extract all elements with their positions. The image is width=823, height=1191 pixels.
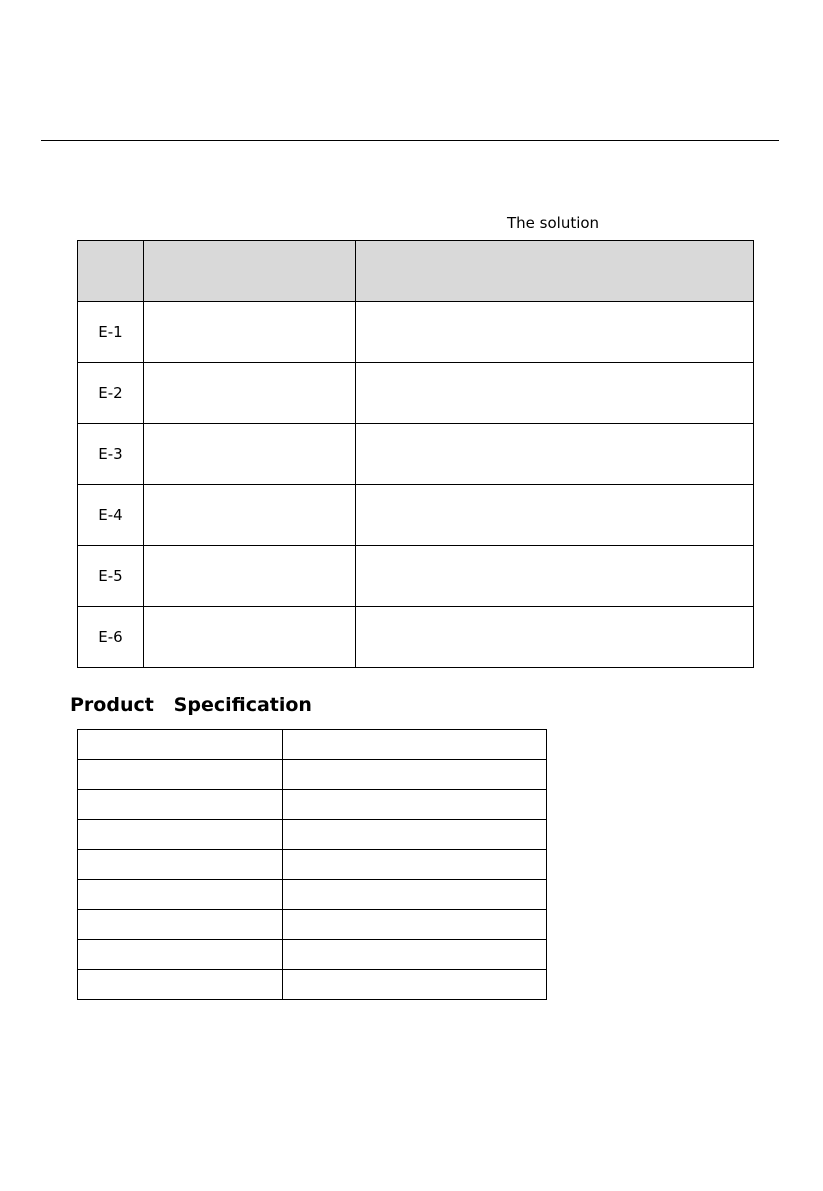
spec-value-cell (283, 940, 547, 970)
product-specification-table (77, 729, 547, 1000)
error-code: E-2 (78, 363, 144, 424)
header-cell-solution (356, 241, 754, 302)
error-code: E-1 (78, 302, 144, 363)
solution-cell (356, 302, 754, 363)
spec-label-cell (78, 820, 283, 850)
product-specification-heading: Product Specification (70, 694, 312, 716)
cause-cell (144, 485, 356, 546)
cause-cell (144, 302, 356, 363)
solution-cell (356, 424, 754, 485)
error-code: E-6 (78, 607, 144, 668)
error-code: E-3 (78, 424, 144, 485)
table-row (78, 790, 547, 820)
spec-label-cell (78, 730, 283, 760)
cause-cell (144, 424, 356, 485)
table-row (78, 424, 754, 485)
solution-cell (356, 607, 754, 668)
cause-cell (144, 546, 356, 607)
table-row (78, 302, 754, 363)
spec-value-cell (283, 910, 547, 940)
cause-cell (144, 363, 356, 424)
error-code: E-5 (78, 546, 144, 607)
error-code: E-4 (78, 485, 144, 546)
spec-value-cell (283, 790, 547, 820)
spec-label-cell (78, 880, 283, 910)
header-cell-cause (144, 241, 356, 302)
spec-label-cell (78, 910, 283, 940)
spec-label-cell (78, 940, 283, 970)
spec-label-cell (78, 760, 283, 790)
spec-value-cell (283, 820, 547, 850)
spec-value-cell (283, 760, 547, 790)
spec-label-cell (78, 970, 283, 1000)
solution-cell (356, 485, 754, 546)
table-row (78, 820, 547, 850)
table-row (78, 940, 547, 970)
table-row (78, 485, 754, 546)
header-cell-code (78, 241, 144, 302)
spec-value-cell (283, 880, 547, 910)
top-divider (41, 140, 779, 141)
table-row (78, 546, 754, 607)
table-row (78, 760, 547, 790)
error-table-header-row (78, 241, 754, 302)
error-code-table (77, 240, 754, 668)
spec-value-cell (283, 850, 547, 880)
solution-column-caption: The solution (507, 214, 600, 232)
table-row (78, 850, 547, 880)
table-row (78, 730, 547, 760)
table-row (78, 970, 547, 1000)
solution-cell (356, 363, 754, 424)
solution-cell (356, 546, 754, 607)
spec-label-cell (78, 790, 283, 820)
spec-value-cell (283, 970, 547, 1000)
cause-cell (144, 607, 356, 668)
table-row (78, 607, 754, 668)
table-row (78, 363, 754, 424)
table-row (78, 910, 547, 940)
spec-label-cell (78, 850, 283, 880)
table-row (78, 880, 547, 910)
spec-value-cell (283, 730, 547, 760)
